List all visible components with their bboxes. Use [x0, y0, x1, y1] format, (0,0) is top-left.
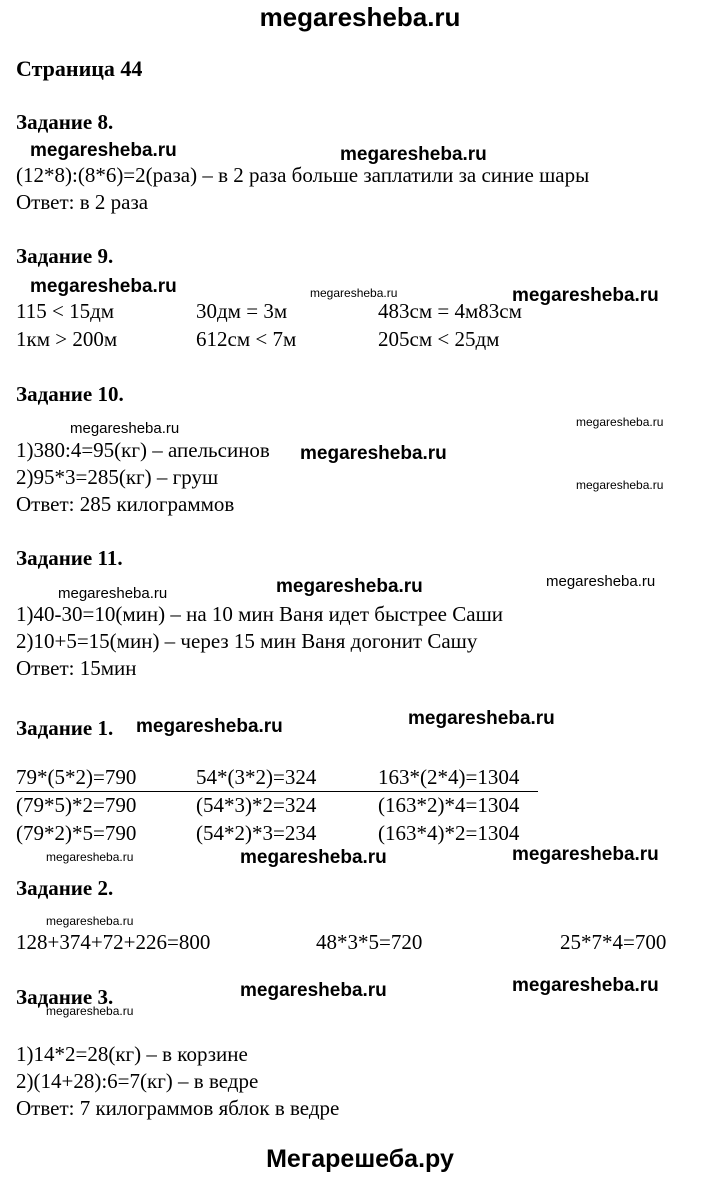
- watermark: megaresheba.ru: [512, 844, 659, 865]
- task-1-cell: (79*2)*5=790: [16, 821, 137, 845]
- watermark: megaresheba.ru: [408, 708, 555, 729]
- watermark: megaresheba.ru: [546, 573, 656, 590]
- task-1-cell: (54*3)*2=324: [196, 793, 317, 817]
- site-header: megaresheba.ru: [259, 2, 461, 32]
- task-1-cell: (163*2)*4=1304: [378, 793, 520, 817]
- task-9-cell: 115 < 15дм: [16, 299, 115, 323]
- watermark: megaresheba.ru: [240, 847, 387, 868]
- watermark: megaresheba.ru: [240, 980, 387, 1001]
- watermark: megaresheba.ru: [30, 140, 177, 161]
- task-2-expression: 128+374+72+226=800: [16, 930, 211, 954]
- task-1-cell: 163*(2*4)=1304: [378, 765, 520, 789]
- watermark: megaresheba.ru: [512, 975, 659, 996]
- watermark: megaresheba.ru: [46, 1004, 134, 1018]
- task-9-cell: 30дм = 3м: [196, 299, 288, 323]
- task-3-title: Задание 3.: [16, 985, 114, 1009]
- watermark: megaresheba.ru: [70, 420, 180, 437]
- task-11-step-1: 1)40-30=10(мин) – на 10 мин Ваня идет быстрее Саши: [16, 602, 503, 626]
- task-2-expression: 25*7*4=700: [560, 930, 667, 954]
- watermark: megaresheba.ru: [276, 576, 423, 597]
- task-1-title: Задание 1.: [16, 716, 114, 740]
- watermark: megaresheba.ru: [46, 850, 134, 864]
- task-8-solution: (12*8):(8*6)=2(раза) – в 2 раза больше заплатили за синие шары: [16, 163, 590, 187]
- task-9-cell: 205см < 25дм: [378, 327, 500, 351]
- watermark: megaresheba.ru: [30, 276, 177, 297]
- watermark: megaresheba.ru: [340, 144, 487, 165]
- task-1-cell: (79*5)*2=790: [16, 793, 137, 817]
- task-1-cell: (54*2)*3=234: [196, 821, 317, 845]
- task-11-step-2: 2)10+5=15(мин) – через 15 мин Ваня догонит Сашу: [16, 629, 478, 653]
- task-2-expression: 48*3*5=720: [316, 930, 423, 954]
- task-1-cell: 54*(3*2)=324: [196, 765, 317, 789]
- task-11-title: Задание 11.: [16, 546, 123, 570]
- task-10-step-1: 1)380:4=95(кг) – апельсинов: [16, 438, 270, 462]
- task-9-title: Задание 9.: [16, 244, 114, 268]
- task-11-answer: Ответ: 15мин: [16, 656, 137, 680]
- task-9-cell: 483см = 4м83см: [378, 299, 522, 323]
- watermark: megaresheba.ru: [58, 585, 168, 602]
- watermark: megaresheba.ru: [300, 443, 447, 464]
- task-3-step-1: 1)14*2=28(кг) – в корзине: [16, 1042, 248, 1066]
- task-10-answer: Ответ: 285 килограммов: [16, 492, 235, 516]
- task-9-cell: 612см < 7м: [196, 327, 297, 351]
- watermark: megaresheba.ru: [576, 478, 664, 492]
- task-1-cell: 79*(5*2)=790: [16, 765, 137, 789]
- task-8-answer: Ответ: в 2 раза: [16, 190, 149, 214]
- watermark: megaresheba.ru: [576, 415, 664, 429]
- watermark: megaresheba.ru: [46, 914, 134, 928]
- page-title: Страница 44: [16, 56, 143, 81]
- watermark: megaresheba.ru: [310, 286, 398, 300]
- site-footer: Мегарешеба.ру: [266, 1145, 454, 1173]
- task-9-cell: 1км > 200м: [16, 327, 118, 351]
- task-10-step-2: 2)95*3=285(кг) – груш: [16, 465, 219, 489]
- task-10-title: Задание 10.: [16, 382, 124, 406]
- task-3-step-2: 2)(14+28):6=7(кг) – в ведре: [16, 1069, 259, 1093]
- task-8-title: Задание 8.: [16, 110, 114, 134]
- watermark: megaresheba.ru: [512, 285, 659, 306]
- watermark: megaresheba.ru: [136, 716, 283, 737]
- task-1-cell: (163*4)*2=1304: [378, 821, 520, 845]
- task-3-answer: Ответ: 7 килограммов яблок в ведре: [16, 1096, 340, 1120]
- task-2-title: Задание 2.: [16, 876, 114, 900]
